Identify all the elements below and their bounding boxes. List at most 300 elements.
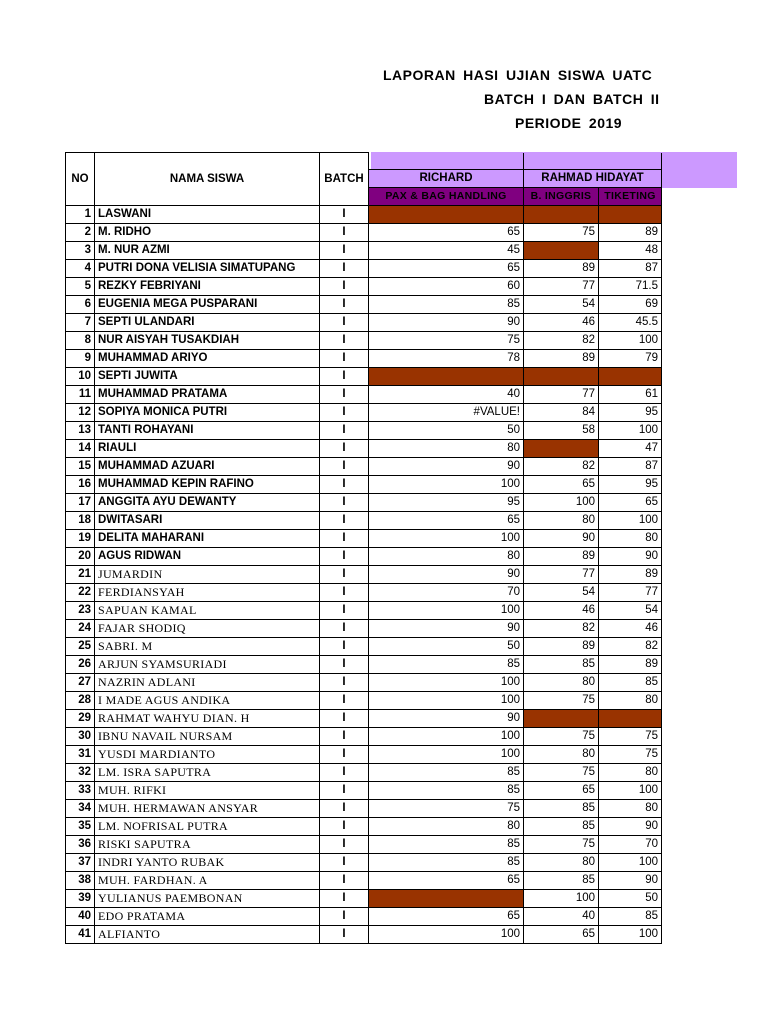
- row-score-tiketing: 48: [599, 242, 662, 260]
- row-name: SOPIYA MONICA PUTRI: [95, 404, 320, 422]
- row-score-inggris: 75: [524, 728, 599, 746]
- row-batch: I: [320, 638, 369, 656]
- table-row: [66, 278, 662, 296]
- row-score-inggris: [524, 242, 599, 260]
- row-score-tiketing: 89: [599, 656, 662, 674]
- row-batch: I: [320, 278, 369, 296]
- row-score-inggris: 89: [524, 638, 599, 656]
- row-name: ANGGITA AYU DEWANTY: [95, 494, 320, 512]
- row-no: 3: [66, 242, 95, 260]
- row-name: SABRI. M: [95, 638, 320, 656]
- row-no: 13: [66, 422, 95, 440]
- row-batch: I: [320, 512, 369, 530]
- row-batch: I: [320, 782, 369, 800]
- row-batch: I: [320, 890, 369, 908]
- row-score-pax: 85: [369, 854, 524, 872]
- row-batch: I: [320, 368, 369, 386]
- row-score-pax: 45: [369, 242, 524, 260]
- row-score-pax: #VALUE!: [369, 404, 524, 422]
- row-no: 21: [66, 566, 95, 584]
- row-score-tiketing: 71.5: [599, 278, 662, 296]
- row-batch: I: [320, 422, 369, 440]
- table-row: [66, 602, 662, 620]
- row-score-tiketing: 80: [599, 530, 662, 548]
- row-no: 7: [66, 314, 95, 332]
- row-no: 20: [66, 548, 95, 566]
- table-row: [66, 908, 662, 926]
- report-subtitle-batch: BATCH I DAN BATCH II: [484, 91, 660, 107]
- row-score-inggris: 40: [524, 908, 599, 926]
- row-score-tiketing: [599, 206, 662, 224]
- row-score-tiketing: 89: [599, 566, 662, 584]
- row-score-inggris: 82: [524, 458, 599, 476]
- row-name: DELITA MAHARANI: [95, 530, 320, 548]
- row-no: 26: [66, 656, 95, 674]
- row-no: 27: [66, 674, 95, 692]
- row-score-inggris: 85: [524, 656, 599, 674]
- table-row: [66, 566, 662, 584]
- row-score-inggris: 65: [524, 782, 599, 800]
- row-name: MUHAMMAD KEPIN RAFINO: [95, 476, 320, 494]
- row-score-inggris: 100: [524, 890, 599, 908]
- header-instructor2: RAHMAD HIDAYAT: [524, 169, 661, 187]
- row-name: INDRI YANTO RUBAK: [95, 854, 320, 872]
- row-no: 1: [66, 206, 95, 224]
- row-name: EUGENIA MEGA PUSPARANI: [95, 296, 320, 314]
- row-score-inggris: 90: [524, 530, 599, 548]
- row-name: SEPTI JUWITA: [95, 368, 320, 386]
- row-score-pax: 50: [369, 422, 524, 440]
- row-score-inggris: 80: [524, 746, 599, 764]
- row-score-tiketing: 100: [599, 926, 662, 944]
- row-batch: I: [320, 350, 369, 368]
- row-score-inggris: 85: [524, 818, 599, 836]
- row-score-pax: 80: [369, 548, 524, 566]
- row-score-inggris: 54: [524, 584, 599, 602]
- row-batch: I: [320, 440, 369, 458]
- row-batch: I: [320, 602, 369, 620]
- row-score-pax: 100: [369, 476, 524, 494]
- row-batch: I: [320, 710, 369, 728]
- row-score-pax: 100: [369, 728, 524, 746]
- row-score-pax: 90: [369, 458, 524, 476]
- row-batch: I: [320, 530, 369, 548]
- row-score-tiketing: 82: [599, 638, 662, 656]
- table-row: [66, 350, 662, 368]
- row-score-tiketing: [599, 368, 662, 386]
- row-name: EDO PRATAMA: [95, 908, 320, 926]
- row-score-pax: 50: [369, 638, 524, 656]
- row-no: 8: [66, 332, 95, 350]
- table-row: [66, 530, 662, 548]
- row-score-pax: [369, 890, 524, 908]
- row-score-pax: 80: [369, 818, 524, 836]
- row-no: 19: [66, 530, 95, 548]
- row-name: NAZRIN ADLANI: [95, 674, 320, 692]
- row-score-tiketing: 89: [599, 224, 662, 242]
- row-score-tiketing: 61: [599, 386, 662, 404]
- row-batch: I: [320, 584, 369, 602]
- row-score-inggris: 89: [524, 548, 599, 566]
- row-score-tiketing: 75: [599, 746, 662, 764]
- row-score-inggris: 75: [524, 692, 599, 710]
- row-score-pax: 40: [369, 386, 524, 404]
- row-batch: I: [320, 242, 369, 260]
- row-score-pax: 100: [369, 746, 524, 764]
- row-score-tiketing: 87: [599, 260, 662, 278]
- header-instructor2-cell: [524, 153, 662, 188]
- row-score-inggris: 84: [524, 404, 599, 422]
- row-name: REZKY FEBRIYANI: [95, 278, 320, 296]
- row-no: 30: [66, 728, 95, 746]
- row-name: TANTI ROHAYANI: [95, 422, 320, 440]
- row-name: NUR AISYAH TUSAKDIAH: [95, 332, 320, 350]
- table-row: [66, 926, 662, 944]
- row-name: M. NUR AZMI: [95, 242, 320, 260]
- row-score-tiketing: 85: [599, 674, 662, 692]
- row-no: 23: [66, 602, 95, 620]
- row-score-pax: 100: [369, 674, 524, 692]
- row-score-inggris: 82: [524, 332, 599, 350]
- row-score-inggris: 80: [524, 674, 599, 692]
- row-score-pax: 65: [369, 260, 524, 278]
- row-score-tiketing: 95: [599, 404, 662, 422]
- row-score-inggris: 77: [524, 386, 599, 404]
- row-batch: I: [320, 206, 369, 224]
- table-row: [66, 584, 662, 602]
- row-score-tiketing: 77: [599, 584, 662, 602]
- table-row: [66, 620, 662, 638]
- row-batch: I: [320, 314, 369, 332]
- table-row: [66, 872, 662, 890]
- row-score-pax: 65: [369, 512, 524, 530]
- row-no: 11: [66, 386, 95, 404]
- row-batch: I: [320, 908, 369, 926]
- row-name: IBNU NAVAIL NURSAM: [95, 728, 320, 746]
- row-name: M. RIDHO: [95, 224, 320, 242]
- header-no: NO: [66, 153, 95, 206]
- row-no: 36: [66, 836, 95, 854]
- row-score-inggris: 75: [524, 764, 599, 782]
- row-score-pax: 80: [369, 440, 524, 458]
- row-batch: I: [320, 854, 369, 872]
- row-name: FAJAR SHODIQ: [95, 620, 320, 638]
- row-score-pax: 90: [369, 710, 524, 728]
- row-batch: I: [320, 836, 369, 854]
- header-subject-tiketing: TIKETING: [599, 187, 662, 205]
- table-row: [66, 782, 662, 800]
- row-score-inggris: 77: [524, 278, 599, 296]
- row-score-inggris: 89: [524, 350, 599, 368]
- table-row: [66, 242, 662, 260]
- row-no: 41: [66, 926, 95, 944]
- row-score-inggris: 65: [524, 476, 599, 494]
- row-score-inggris: 46: [524, 314, 599, 332]
- row-score-inggris: [524, 368, 599, 386]
- table-row: [66, 494, 662, 512]
- header-subject-inggris: B. INGGRIS: [524, 187, 599, 205]
- row-score-tiketing: 46: [599, 620, 662, 638]
- row-name: MUH. HERMAWAN ANSYAR: [95, 800, 320, 818]
- row-score-pax: [369, 368, 524, 386]
- table-row: [66, 656, 662, 674]
- row-no: 35: [66, 818, 95, 836]
- row-name: RIAULI: [95, 440, 320, 458]
- report-subtitle-period: PERIODE 2019: [515, 115, 623, 131]
- row-no: 9: [66, 350, 95, 368]
- row-score-tiketing: 90: [599, 872, 662, 890]
- row-no: 40: [66, 908, 95, 926]
- row-score-tiketing: 75: [599, 728, 662, 746]
- row-batch: I: [320, 692, 369, 710]
- row-score-tiketing: 90: [599, 818, 662, 836]
- table-row: [66, 386, 662, 404]
- row-score-pax: 90: [369, 566, 524, 584]
- header-batch: BATCH: [320, 153, 369, 206]
- row-name: MUHAMMAD AZUARI: [95, 458, 320, 476]
- row-score-tiketing: 90: [599, 548, 662, 566]
- row-batch: I: [320, 458, 369, 476]
- table-row: [66, 764, 662, 782]
- row-batch: I: [320, 224, 369, 242]
- row-score-pax: 75: [369, 800, 524, 818]
- row-no: 14: [66, 440, 95, 458]
- row-score-pax: 90: [369, 314, 524, 332]
- row-no: 15: [66, 458, 95, 476]
- row-score-inggris: 65: [524, 926, 599, 944]
- row-score-pax: 100: [369, 530, 524, 548]
- table-row: [66, 512, 662, 530]
- row-no: 6: [66, 296, 95, 314]
- row-batch: I: [320, 476, 369, 494]
- row-batch: I: [320, 404, 369, 422]
- header-name: NAMA SISWA: [95, 153, 320, 206]
- row-name: SAPUAN KAMAL: [95, 602, 320, 620]
- table-row: [66, 548, 662, 566]
- row-batch: I: [320, 332, 369, 350]
- table-row: [66, 890, 662, 908]
- row-no: 22: [66, 584, 95, 602]
- row-no: 33: [66, 782, 95, 800]
- table-row: [66, 440, 662, 458]
- table-row: [66, 206, 662, 224]
- row-score-inggris: 46: [524, 602, 599, 620]
- table-row: [66, 224, 662, 242]
- row-score-inggris: 85: [524, 872, 599, 890]
- table-row: [66, 422, 662, 440]
- row-score-tiketing: 100: [599, 782, 662, 800]
- score-rows: [66, 206, 662, 944]
- row-score-pax: 85: [369, 782, 524, 800]
- table-row: [66, 854, 662, 872]
- row-score-pax: 85: [369, 296, 524, 314]
- row-batch: I: [320, 548, 369, 566]
- row-name: LASWANI: [95, 206, 320, 224]
- row-score-pax: 85: [369, 836, 524, 854]
- row-score-inggris: 80: [524, 854, 599, 872]
- table-row: [66, 674, 662, 692]
- row-score-inggris: 80: [524, 512, 599, 530]
- row-batch: I: [320, 656, 369, 674]
- row-score-tiketing: 69: [599, 296, 662, 314]
- row-score-pax: 95: [369, 494, 524, 512]
- table-row: [66, 458, 662, 476]
- row-no: 37: [66, 854, 95, 872]
- row-batch: I: [320, 260, 369, 278]
- row-no: 38: [66, 872, 95, 890]
- row-score-pax: 85: [369, 764, 524, 782]
- row-score-tiketing: 100: [599, 854, 662, 872]
- row-batch: I: [320, 728, 369, 746]
- row-score-pax: 75: [369, 332, 524, 350]
- row-score-pax: [369, 206, 524, 224]
- row-batch: I: [320, 296, 369, 314]
- row-name: I MADE AGUS ANDIKA: [95, 692, 320, 710]
- row-name: MUH. FARDHAN. A: [95, 872, 320, 890]
- report-title: LAPORAN HASI UJIAN SISWA UATC: [383, 67, 653, 83]
- row-score-inggris: 82: [524, 620, 599, 638]
- row-batch: I: [320, 746, 369, 764]
- row-score-inggris: [524, 206, 599, 224]
- row-no: 10: [66, 368, 95, 386]
- row-name: ALFIANTO: [95, 926, 320, 944]
- row-name: AGUS RIDWAN: [95, 548, 320, 566]
- table-row: [66, 404, 662, 422]
- row-name: DWITASARI: [95, 512, 320, 530]
- table-row: [66, 476, 662, 494]
- row-score-pax: 78: [369, 350, 524, 368]
- row-no: 24: [66, 620, 95, 638]
- row-score-inggris: [524, 440, 599, 458]
- table-row: [66, 368, 662, 386]
- row-no: 39: [66, 890, 95, 908]
- row-name: SEPTI ULANDARI: [95, 314, 320, 332]
- row-score-tiketing: 100: [599, 512, 662, 530]
- table-row: [66, 692, 662, 710]
- row-score-tiketing: 70: [599, 836, 662, 854]
- row-score-pax: 100: [369, 602, 524, 620]
- row-name: LM. NOFRISAL PUTRA: [95, 818, 320, 836]
- row-score-pax: 90: [369, 620, 524, 638]
- row-score-tiketing: 100: [599, 422, 662, 440]
- row-batch: I: [320, 818, 369, 836]
- table-row: [66, 836, 662, 854]
- row-score-tiketing: 87: [599, 458, 662, 476]
- row-no: 32: [66, 764, 95, 782]
- row-score-inggris: 58: [524, 422, 599, 440]
- row-score-tiketing: 47: [599, 440, 662, 458]
- table-row: [66, 332, 662, 350]
- row-no: 28: [66, 692, 95, 710]
- row-score-tiketing: 45.5: [599, 314, 662, 332]
- table-row: [66, 296, 662, 314]
- row-name: YUSDI MARDIANTO: [95, 746, 320, 764]
- row-name: MUHAMMAD PRATAMA: [95, 386, 320, 404]
- row-score-tiketing: 65: [599, 494, 662, 512]
- row-score-inggris: 54: [524, 296, 599, 314]
- row-no: 34: [66, 800, 95, 818]
- row-no: 31: [66, 746, 95, 764]
- row-no: 25: [66, 638, 95, 656]
- row-name: ARJUN SYAMSURIADI: [95, 656, 320, 674]
- header-instructor1: RICHARD: [369, 169, 523, 187]
- row-score-tiketing: 95: [599, 476, 662, 494]
- row-score-tiketing: 80: [599, 764, 662, 782]
- row-name: YULIANUS PAEMBONAN: [95, 890, 320, 908]
- row-score-tiketing: 85: [599, 908, 662, 926]
- row-name: RISKI SAPUTRA: [95, 836, 320, 854]
- row-no: 2: [66, 224, 95, 242]
- row-score-tiketing: 50: [599, 890, 662, 908]
- row-no: 16: [66, 476, 95, 494]
- row-name: MUHAMMAD ARIYO: [95, 350, 320, 368]
- row-score-pax: 100: [369, 692, 524, 710]
- score-table: [65, 152, 662, 944]
- table-row: [66, 710, 662, 728]
- row-no: 4: [66, 260, 95, 278]
- row-score-inggris: [524, 710, 599, 728]
- row-name: PUTRI DONA VELISIA SIMATUPANG: [95, 260, 320, 278]
- table-row: [66, 314, 662, 332]
- row-score-inggris: 85: [524, 800, 599, 818]
- row-batch: I: [320, 926, 369, 944]
- table-row: [66, 818, 662, 836]
- row-no: 29: [66, 710, 95, 728]
- table-row: [66, 728, 662, 746]
- row-score-inggris: 75: [524, 836, 599, 854]
- row-no: 18: [66, 512, 95, 530]
- table-row: [66, 638, 662, 656]
- row-batch: I: [320, 764, 369, 782]
- row-score-pax: 65: [369, 872, 524, 890]
- row-score-tiketing: 79: [599, 350, 662, 368]
- row-score-pax: 85: [369, 656, 524, 674]
- row-name: MUH. RIFKI: [95, 782, 320, 800]
- row-batch: I: [320, 800, 369, 818]
- row-batch: I: [320, 566, 369, 584]
- row-score-tiketing: 80: [599, 800, 662, 818]
- row-no: 12: [66, 404, 95, 422]
- row-batch: I: [320, 674, 369, 692]
- row-batch: I: [320, 620, 369, 638]
- row-score-inggris: 77: [524, 566, 599, 584]
- row-score-tiketing: 100: [599, 332, 662, 350]
- row-batch: I: [320, 872, 369, 890]
- row-score-pax: 65: [369, 908, 524, 926]
- row-score-pax: 100: [369, 926, 524, 944]
- row-score-inggris: 89: [524, 260, 599, 278]
- row-score-pax: 70: [369, 584, 524, 602]
- row-score-inggris: 100: [524, 494, 599, 512]
- row-name: LM. ISRA SAPUTRA: [95, 764, 320, 782]
- row-name: JUMARDIN: [95, 566, 320, 584]
- row-score-inggris: 75: [524, 224, 599, 242]
- row-batch: I: [320, 494, 369, 512]
- row-no: 17: [66, 494, 95, 512]
- row-batch: I: [320, 386, 369, 404]
- row-score-tiketing: 80: [599, 692, 662, 710]
- row-name: FERDIANSYAH: [95, 584, 320, 602]
- table-row: [66, 260, 662, 278]
- row-score-pax: 60: [369, 278, 524, 296]
- row-score-tiketing: 54: [599, 602, 662, 620]
- header-instructor1-cell: [369, 153, 524, 188]
- table-row: [66, 800, 662, 818]
- table-row: [66, 746, 662, 764]
- row-name: RAHMAT WAHYU DIAN. H: [95, 710, 320, 728]
- row-no: 5: [66, 278, 95, 296]
- row-score-tiketing: [599, 710, 662, 728]
